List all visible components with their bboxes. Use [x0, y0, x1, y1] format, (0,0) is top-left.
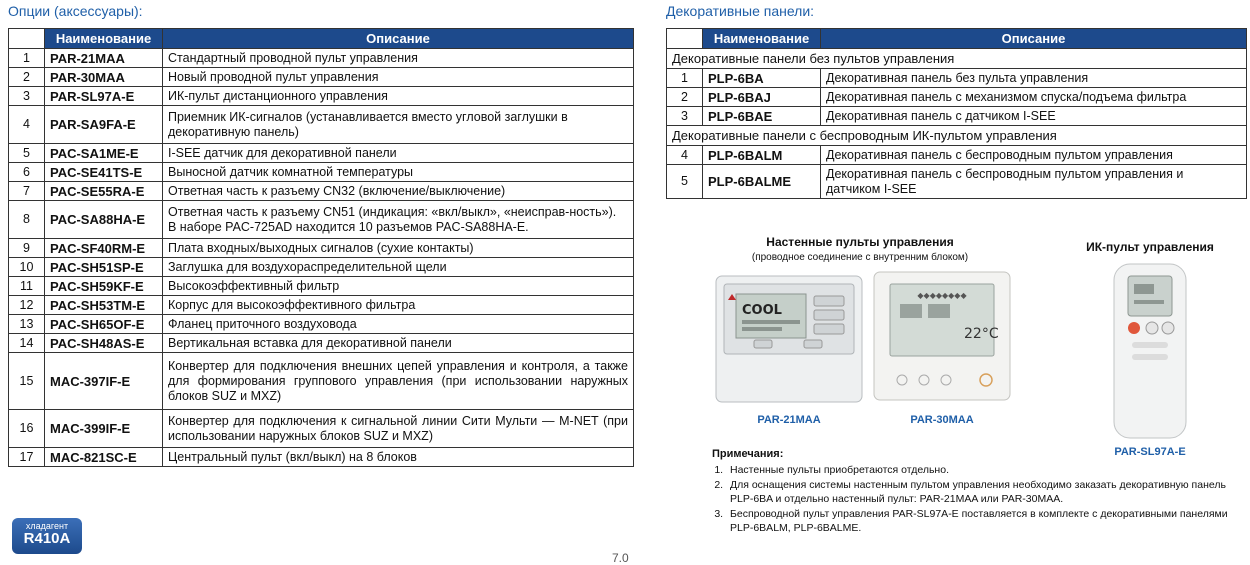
row-name: PAC-SE55RA-E — [45, 182, 163, 201]
table-row — [667, 146, 1247, 165]
row-number: 7 — [9, 182, 45, 201]
row-description: Плата входных/выходных сигналов (сухие контакты) — [163, 239, 634, 258]
row-description: Корпус для высокоэффективного фильтра — [163, 296, 634, 315]
table-row — [9, 68, 634, 87]
row-number: 15 — [9, 353, 45, 410]
table-row — [9, 448, 634, 467]
row-name: MAC-821SC-E — [45, 448, 163, 467]
table-row — [9, 106, 634, 144]
notes — [712, 447, 1232, 536]
header-num — [667, 29, 703, 49]
row-name: PAC-SF40RM-E — [45, 239, 163, 258]
header-description: Описание — [163, 29, 634, 49]
row-name: PAC-SA88HA-E — [45, 201, 163, 239]
row-description: Ответная часть к разъему CN51 (индикация: «вкл/выкл», «неисправ-ность»). В наборе PAC-725AD находится 10 разъемов PAC-SA88HA-E. — [163, 201, 634, 239]
row-description: Высокоэффективный фильтр — [163, 277, 634, 296]
par-sl97a-e-image — [1110, 262, 1190, 440]
note-item: 3. Беспроводной пульт управления PAR-SL97A-E поставляется в комплекте с декоративными панелями PLP-6BALM, PLP-6BALME. — [726, 507, 1232, 535]
row-number: 12 — [9, 296, 45, 315]
table-row — [9, 182, 634, 201]
wall-controllers-subtitle: (проводное соединение с внутренним блоком) — [751, 252, 969, 263]
table-row — [667, 69, 1247, 88]
row-number: 9 — [9, 239, 45, 258]
row-description: Конвертер для подключения к сигнальной линии Сити Мульти — M-NET (при использовании наружных блоков SUZ и MXZ) — [163, 410, 634, 448]
par-21maa-label: PAR-21MAA — [757, 414, 821, 426]
row-name: PAC-SH59KF-E — [45, 277, 163, 296]
par-30maa-label: PAR-30MAA — [910, 414, 974, 426]
row-description: ИК-пульт дистанционного управления — [163, 87, 634, 106]
row-description: Новый проводной пульт управления — [163, 68, 634, 87]
row-name: PLP-6BALM — [703, 146, 821, 165]
row-number: 1 — [9, 49, 45, 68]
row-description: Вертикальная вставка для декоративной панели — [163, 334, 634, 353]
row-number: 4 — [9, 106, 45, 144]
row-name: PAC-SE41TS-E — [45, 163, 163, 182]
row-name: PAR-21MAA — [45, 49, 163, 68]
row-description: I-SEE датчик для декоративной панели — [163, 144, 634, 163]
refrigerant-badge — [12, 518, 82, 554]
group-header-ir-remote: Декоративные панели с беспроводным ИК-пультом управления — [667, 126, 1247, 146]
row-name: PAR-SA9FA-E — [45, 106, 163, 144]
par-21maa-image — [714, 274, 864, 404]
row-description: Фланец приточного воздуховода — [163, 315, 634, 334]
row-name: PLP-6BAE — [703, 107, 821, 126]
table-row — [9, 87, 634, 106]
table-row — [9, 353, 634, 410]
row-name: MAC-399IF-E — [45, 410, 163, 448]
row-description: Стандартный проводной пульт управления — [163, 49, 634, 68]
row-description: Декоративная панель без пульта управления — [821, 69, 1247, 88]
row-description: Декоративная панель с механизмом спуска/подъема фильтра — [821, 88, 1247, 107]
options-table-header — [9, 29, 634, 49]
row-number: 3 — [9, 87, 45, 106]
table-row — [9, 201, 634, 239]
panels-table-header — [667, 29, 1247, 49]
table-row — [9, 258, 634, 277]
refrigerant-badge-value: R410A — [23, 530, 71, 547]
group-header-no-remote: Декоративные панели без пультов управления — [667, 49, 1247, 69]
row-name: PAC-SH53TM-E — [45, 296, 163, 315]
row-description: Ответная часть к разъему CN32 (включение/выключение) — [163, 182, 634, 201]
row-description: Декоративная панель с беспроводным пультом управления и датчиком I-SEE — [821, 165, 1247, 199]
row-description: Конвертер для подключения внешних цепей управления и контроля, а также для формирования группового управления (при использовании наружных блоков SUZ и MXZ) — [163, 353, 634, 410]
options-title: Опции (аксессуары): — [8, 3, 143, 19]
row-number: 10 — [9, 258, 45, 277]
row-name: PAR-SL97A-E — [45, 87, 163, 106]
row-number: 3 — [667, 107, 703, 126]
screen-temp-text: 22°C — [964, 326, 999, 342]
note-item: 2. Для оснащения системы настенным пультом управления необходимо заказать декоративную панель PLP-6BA и отдельно настенный пульт: PAR-21MAA или PAR-30MAA. — [726, 478, 1232, 506]
row-name: PAC-SA1ME-E — [45, 144, 163, 163]
screen-mode-text: COOL — [742, 303, 782, 318]
table-row — [667, 165, 1247, 199]
row-description: Выносной датчик комнатной температуры — [163, 163, 634, 182]
table-row — [9, 410, 634, 448]
panels-title: Декоративные панели: — [666, 3, 815, 19]
table-row — [9, 163, 634, 182]
table-row — [9, 315, 634, 334]
notes-heading: Примечания: — [712, 448, 784, 460]
svg-text:◆◆◆◆◆◆◆◆: ◆◆◆◆◆◆◆◆ — [917, 291, 967, 300]
row-name: PAC-SH48AS-E — [45, 334, 163, 353]
row-number: 6 — [9, 163, 45, 182]
row-number: 11 — [9, 277, 45, 296]
header-num — [9, 29, 45, 49]
row-name: PAR-30MAA — [45, 68, 163, 87]
row-number: 13 — [9, 315, 45, 334]
options-table — [8, 28, 634, 467]
row-name: PLP-6BALME — [703, 165, 821, 199]
table-row — [9, 277, 634, 296]
row-name: PLP-6BA — [703, 69, 821, 88]
row-name: PAC-SH51SP-E — [45, 258, 163, 277]
note-item: 1. Настенные пульты приобретаются отдельно. — [726, 463, 1232, 477]
panels-table — [666, 28, 1247, 199]
header-name: Наименование — [703, 29, 821, 49]
row-number: 8 — [9, 201, 45, 239]
ir-controller-title: ИК-пульт управления — [1086, 240, 1214, 254]
table-row — [9, 239, 634, 258]
row-description: Декоративная панель с беспроводным пультом управления — [821, 146, 1247, 165]
row-number: 5 — [9, 144, 45, 163]
row-name: PAC-SH65OF-E — [45, 315, 163, 334]
table-row — [9, 296, 634, 315]
header-name: Наименование — [45, 29, 163, 49]
row-description: Приемник ИК-сигналов (устанавливается вместо угловой заглушки в декоративную панель) — [163, 106, 634, 144]
header-description: Описание — [821, 29, 1247, 49]
row-number: 16 — [9, 410, 45, 448]
row-number: 2 — [9, 68, 45, 87]
row-description: Центральный пульт (вкл/выкл) на 8 блоков — [163, 448, 634, 467]
row-number: 1 — [667, 69, 703, 88]
par-sl97a-e-label: PAR-SL97A-E — [1114, 446, 1186, 458]
table-row — [667, 88, 1247, 107]
refrigerant-badge-label: хладагент — [25, 521, 69, 531]
table-row — [9, 144, 634, 163]
table-row — [9, 49, 634, 68]
par-30maa-image — [872, 270, 1012, 402]
row-number: 4 — [667, 146, 703, 165]
wall-controllers-title: Настенные пульты управления — [766, 235, 954, 249]
table-row — [667, 107, 1247, 126]
row-number: 2 — [667, 88, 703, 107]
row-description: Декоративная панель с датчиком I-SEE — [821, 107, 1247, 126]
row-name: PLP-6BAJ — [703, 88, 821, 107]
row-name: MAC-397IF-E — [45, 353, 163, 410]
page-number: 7.0 — [612, 551, 629, 565]
row-number: 5 — [667, 165, 703, 199]
table-row — [9, 334, 634, 353]
row-number: 17 — [9, 448, 45, 467]
row-number: 14 — [9, 334, 45, 353]
row-description: Заглушка для воздухораспределительной щели — [163, 258, 634, 277]
